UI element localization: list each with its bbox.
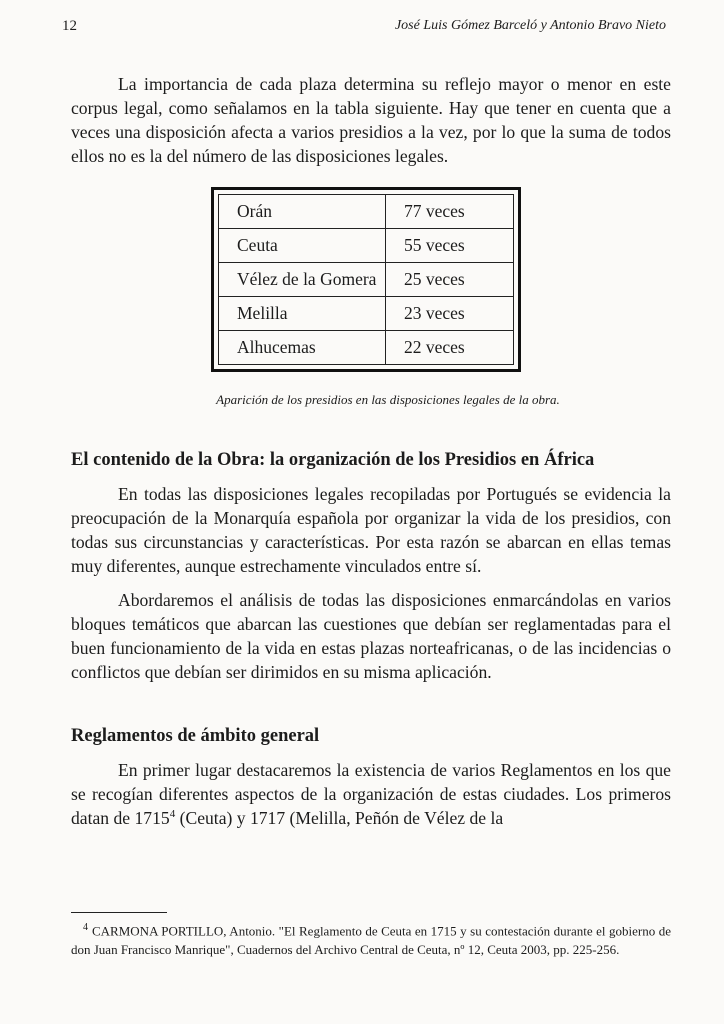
table-cell-count: 25 veces	[386, 263, 514, 297]
table-cell-count: 77 veces	[386, 195, 514, 229]
footnote-divider	[71, 912, 167, 913]
table-cell-place: Alhucemas	[219, 331, 386, 365]
running-head: José Luis Gómez Barceló y Antonio Bravo Nieto	[394, 18, 666, 33]
table-row	[219, 229, 514, 263]
presidios-table-frame	[211, 187, 521, 372]
table-row	[219, 263, 514, 297]
footnote-mark: 4	[83, 922, 88, 933]
section-paragraph	[71, 758, 671, 830]
section-heading: El contenido de la Obra: la organización de los Presidios en África	[71, 450, 595, 470]
footnote-reference: 4	[169, 808, 176, 821]
table-row	[219, 331, 514, 365]
table-cell-place: Ceuta	[219, 229, 386, 263]
page-header	[62, 18, 666, 42]
table-cell-place: Melilla	[219, 297, 386, 331]
footnote	[71, 918, 671, 959]
paragraph-text: (Ceuta) y 1717 (Melilla, Peñón de Vélez de la	[175, 808, 504, 828]
footnote-text: CARMONA PORTILLO, Antonio. "El Reglamento de Ceuta en 1715 y su contestación durante el gobierno de don Juan Francisco Manrique", Cuadernos del Archivo Central de Ceuta, nº 12, Ceuta 2003, pp. 225-256.	[71, 923, 671, 958]
table-cell-count: 55 veces	[386, 229, 514, 263]
intro-paragraph: La importancia de cada plaza determina su reflejo mayor o menor en este corpus legal, como señalamos en la tabla siguiente. Hay que tener en cuenta que a veces una disposición afecta a varios presidios a la vez, por lo que la suma de todos ellos no es la del número de las disposiciones legales.	[71, 74, 671, 166]
table-row	[219, 297, 514, 331]
table-cell-count: 22 veces	[386, 331, 514, 365]
table-cell-place: Orán	[219, 195, 386, 229]
table-row	[219, 195, 514, 229]
table-cell-count: 23 veces	[386, 297, 514, 331]
paragraph-text: En primer lugar destacaremos la existencia de varios Reglamentos en los que se recogían diferentes aspectos de la organización de estas ciudades. Los primeros datan de 1715	[71, 760, 671, 828]
page-body	[71, 72, 671, 830]
page-number: 12	[62, 18, 77, 34]
table-cell-place: Vélez de la Gomera	[219, 263, 386, 297]
table-caption: Aparición de los presidios en las disposiciones legales de la obra.	[216, 392, 560, 407]
presidios-table	[218, 194, 514, 365]
section-paragraph: En todas las disposiciones legales recopiladas por Portugués se evidencia la preocupación de la Monarquía española por organizar la vida de los presidios, con todas sus circunstancias y características. Por esta razón se abarcan en ellas temas muy diferentes, aunque estrechamente vinculados entre sí.	[71, 484, 671, 576]
section-paragraph: Abordaremos el análisis de todas las disposiciones enmarcándolas en varios bloques temáticos que abarcan las cuestiones que debían ser reglamentadas para el buen funcionamiento de la vida en estas plazas norteafricanas, o de las incidencias o conflictos que debían ser dirimidos en su misma aplicación.	[71, 590, 671, 682]
section-heading: Reglamentos de ámbito general	[71, 726, 320, 746]
